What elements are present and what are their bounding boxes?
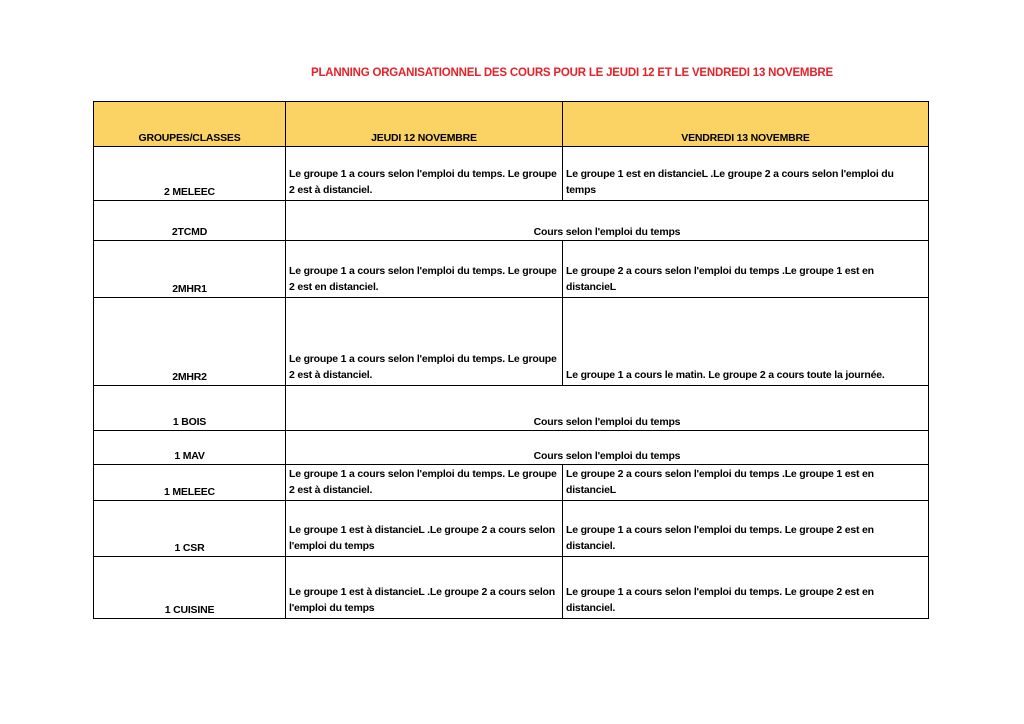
header-vendredi: VENDREDI 13 NOVEMBRE: [563, 102, 929, 147]
vendredi-cell: Le groupe 1 a cours selon l'emploi du temps. Le groupe 2 est en distanciel.: [563, 501, 929, 557]
group-cell: 1 MELEEC: [94, 465, 286, 501]
header-groups: GROUPES/CLASSES: [94, 102, 286, 147]
table-row: [94, 147, 929, 201]
group-cell: 1 CUISINE: [94, 557, 286, 619]
header-jeudi: JEUDI 12 NOVEMBRE: [286, 102, 563, 147]
group-cell: 2 MELEEC: [94, 147, 286, 201]
group-cell: 2TCMD: [94, 201, 286, 241]
header-row: [94, 102, 929, 147]
table-row: [94, 431, 929, 465]
group-cell: 1 CSR: [94, 501, 286, 557]
jeudi-cell: Le groupe 1 a cours selon l'emploi du temps. Le groupe 2 est à distanciel.: [286, 298, 563, 386]
jeudi-cell: Le groupe 1 a cours selon l'emploi du temps. Le groupe 2 est à distanciel.: [286, 147, 563, 201]
both-days-cell: Cours selon l'emploi du temps: [286, 201, 929, 241]
table-row: [94, 557, 929, 619]
both-days-cell: Cours selon l'emploi du temps: [286, 386, 929, 431]
vendredi-cell: Le groupe 1 a cours le matin. Le groupe 2 a cours toute la journée.: [563, 298, 929, 386]
group-cell: 2MHR1: [94, 241, 286, 298]
jeudi-cell: Le groupe 1 a cours selon l'emploi du temps. Le groupe 2 est à distanciel.: [286, 465, 563, 501]
vendredi-cell: Le groupe 2 a cours selon l'emploi du temps .Le groupe 1 est en distancieL: [563, 241, 929, 298]
group-cell: 1 BOIS: [94, 386, 286, 431]
group-cell: 2MHR2: [94, 298, 286, 386]
table-row: [94, 465, 929, 501]
schedule-table: [93, 101, 929, 619]
group-cell: 1 MAV: [94, 431, 286, 465]
vendredi-cell: Le groupe 1 est en distancieL .Le groupe 2 a cours selon l'emploi du temps: [563, 147, 929, 201]
table-row: [94, 298, 929, 386]
table-row: [94, 501, 929, 557]
jeudi-cell: Le groupe 1 a cours selon l'emploi du temps. Le groupe 2 est en distanciel.: [286, 241, 563, 298]
table-row: [94, 386, 929, 431]
jeudi-cell: Le groupe 1 est à distancieL .Le groupe 2 a cours selon l'emploi du temps: [286, 557, 563, 619]
table-row: [94, 201, 929, 241]
vendredi-cell: Le groupe 1 a cours selon l'emploi du temps. Le groupe 2 est en distanciel.: [563, 557, 929, 619]
vendredi-cell: Le groupe 2 a cours selon l'emploi du temps .Le groupe 1 est en distancieL: [563, 465, 929, 501]
both-days-cell: Cours selon l'emploi du temps: [286, 431, 929, 465]
table-row: [94, 241, 929, 298]
page-title: PLANNING ORGANISATIONNEL DES COURS POUR LE JEUDI 12 ET LE VENDREDI 13 NOVEMBRE: [311, 67, 833, 79]
jeudi-cell: Le groupe 1 est à distancieL .Le groupe 2 a cours selon l'emploi du temps: [286, 501, 563, 557]
